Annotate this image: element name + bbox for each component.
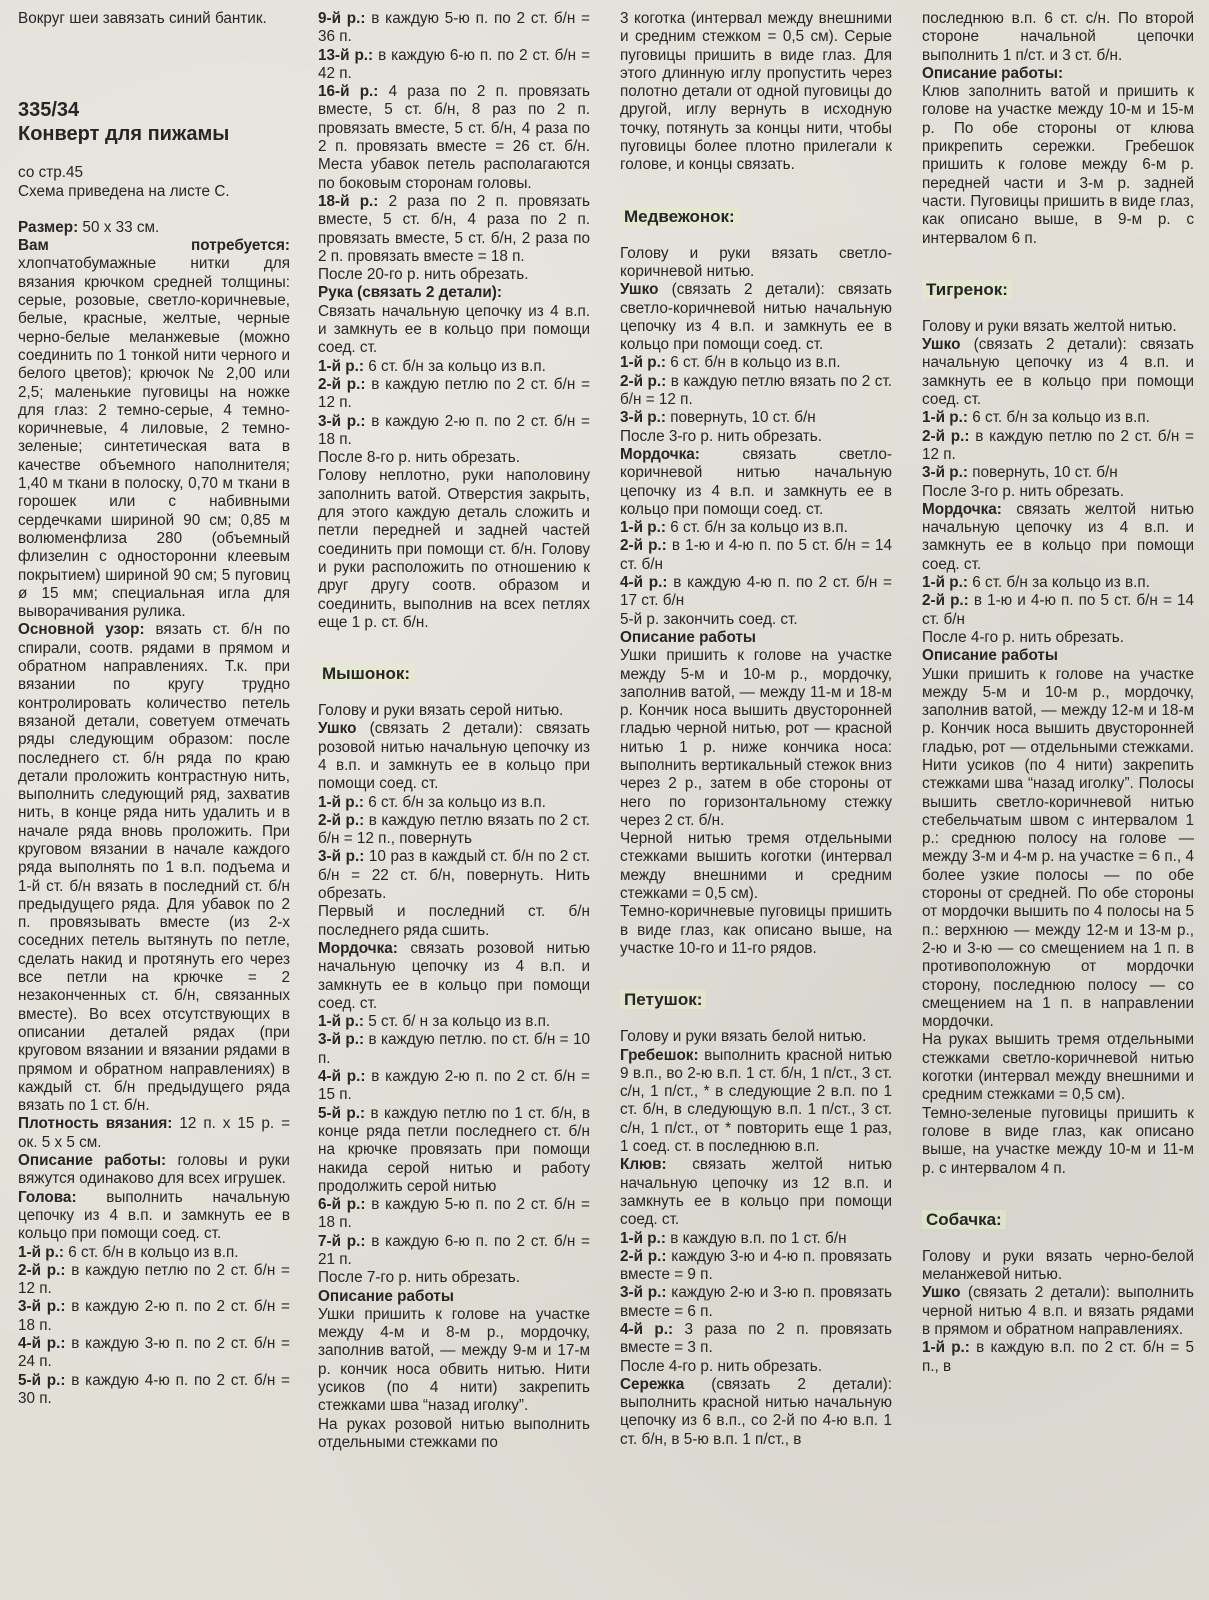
desc-label: Описание работы — [620, 628, 756, 646]
bear-muzzle-row-1 — [620, 519, 892, 537]
row-label: 13-й р.: — [318, 46, 374, 64]
arm-row-2 — [318, 376, 590, 413]
bear-desc-heading — [620, 629, 892, 647]
rooster-beak-row-1 — [620, 1230, 892, 1248]
tiger-desc-text: Ушки пришить к голове на участке между 5-м и 10-м р., мордочку, заполнив ватой, — между 12-м и 18-м р. Кончик носа вышить двусторонней гладью, рот — отдельными стежками. Нити усиков (по 4 нити) закрепить стежками шва “назад иголку”. Полосы вышить светло-коричневой нитью стебельчатым швом с интервалом 1 р.: среднюю полосу на голове — между 3-м и 4-м р. на участке = 6 п., 4 более узкие полосы — по обе стороны от средней. По обе стороны от мордочки вышить по 4 полосы на 5 п.: верхнюю — между 12-м и 13-м р., 2-ю и 3-ю — со смещением на 1 п. в противоположную от мордочки сторону, последнюю полосу — со смещением на 1 п. в направлении мордочки. — [922, 665, 1194, 1031]
row-text: в каждую 5-ю п. по 2 ст. б/н = 18 п. — [318, 1196, 590, 1232]
row-text: 6 ст. б/н за кольцо из в.п. — [665, 519, 848, 537]
row-text: в каждую 2-ю п. по 2 ст. б/н = 15 п. — [318, 1068, 590, 1104]
tiger-after-row-4: После 4-го р. нить обрезать. — [922, 628, 1125, 646]
row-label: 9-й р.: — [318, 10, 366, 27]
row-text: 6 ст. б/н за кольцо из в.п. — [967, 409, 1150, 427]
row-text: в 1-ю и 4-ю п. по 5 ст. б/н = 14 ст. б/н — [620, 537, 892, 573]
ear-label: Ушко — [922, 1284, 961, 1302]
tiger-ear — [922, 336, 1194, 409]
density-paragraph — [18, 1115, 290, 1152]
row-16 — [318, 83, 590, 193]
row-text: в каждую 2-ю п. по 2 ст. б/н = 18 п. — [318, 412, 590, 448]
rooster-after-row-4: После 4-го р. нить обрезать. — [620, 1357, 823, 1375]
row-13 — [318, 47, 590, 84]
row-text: 4 раза по 2 п. провязать вместе, 5 ст. б/н, 8 раз по 2 п. провязать вместе, 5 ст. б/н, 4 раза по 2 п. провязать вместе = 26 ст. б/н. Места убавок петель располагаются по боковым сторонам головы. — [318, 83, 590, 192]
ear-text: (связать 2 детали): связать розовой нитью начальную цепочку из 4 в.п. и замкнуть ее в кольцо при помощи соед. ст. — [318, 720, 590, 793]
ear-label: Ушко — [620, 281, 659, 299]
row-label: 3-й р.: — [922, 464, 968, 482]
row-text: 6 ст. б/н в кольцо из в.п. — [665, 354, 841, 372]
mouse-desc-text: Ушки пришить к голове на участке между 4-м и 8-м р., мордочку, заполнив ватой, — между 9-м и 17-м р. кончик носа обвить нитью. Нити усиков (по 4 нити) закрепить стежками шва “назад иголку”. — [318, 1305, 590, 1415]
row-text: в каждую петлю по 2 ст. б/н = 12 п. — [318, 375, 590, 412]
row-text: повернуть, 10 ст. б/н — [967, 464, 1118, 482]
row-label: 3-й р.: — [318, 412, 366, 430]
column-2 — [318, 10, 590, 1595]
row-label: 2-й р.: — [318, 811, 365, 829]
pattern-label: Основной узор: — [18, 621, 145, 639]
row-text: в каждую 4-ю п. по 2 ст. б/н = 30 п. — [18, 1371, 290, 1407]
dog-ear-row-1 — [922, 1339, 1194, 1376]
row-label: 2-й р.: — [318, 375, 366, 393]
dog-intro: Голову и руки вязать черно-белой меланжевой нитью. — [922, 1247, 1194, 1284]
section-title-mouse — [318, 664, 590, 684]
claws-text: 3 коготка (интервал между внешними и средним стежком = 0,5 см). Серые пуговицы пришить в виде глаз. Для этого длинную иглу пропустить через полотно детали от одной пуговицы до другой, иглу вернуть в исходную точку, потянуть за концы нити, чтобы пуговицы более плотно прилегали к голове, и концы связать. — [620, 10, 892, 174]
row-label: 3-й р.: — [620, 1284, 667, 1302]
row-label: 7-й р.: — [318, 1232, 366, 1250]
row-text: в каждую в.п. по 1 ст. б/н — [665, 1229, 847, 1247]
pattern-paragraph — [18, 621, 290, 1115]
density-text: 12 п. x 15 р. = ок. 5 x 5 см. — [18, 1115, 290, 1151]
rooster-beak — [620, 1156, 892, 1229]
rooster-comb — [620, 1047, 892, 1157]
earring-continued: последнюю в.п. 6 ст. с/н. По второй стороне начальной цепочки выполнить 1 п/ст. и 3 ст. б/н. — [922, 10, 1194, 64]
dog-ear — [922, 1284, 1194, 1339]
section-title-dog — [922, 1210, 1194, 1230]
muzzle-text: связать розовой нитью начальную цепочку из 4 в.п. и замкнуть ее в кольцо при помощи соед. ст. — [318, 939, 590, 1012]
row-label: 3-й р.: — [318, 1031, 365, 1049]
bear-muzzle-row-2 — [620, 537, 892, 574]
row-label: 2-й р.: — [922, 592, 969, 610]
work-text: головы и руки вяжутся одинаково для всех игрушек. — [18, 1152, 290, 1188]
row-text: в каждую петлю вязать по 2 ст. б/н = 12 п. — [620, 372, 892, 409]
comb-label: Гребешок: — [620, 1046, 699, 1064]
row-5 — [18, 1372, 290, 1409]
work-label: Описание работы: — [18, 1152, 167, 1170]
row-label: 3-й р.: — [620, 409, 666, 427]
arm-heading — [318, 284, 590, 302]
muzzle-label: Мордочка: — [620, 445, 700, 463]
head-text: выполнить начальную цепочку из 4 в.п. и замкнуть ее в кольцо при помощи соед. ст. — [18, 1188, 290, 1243]
rooster-beak-row-3 — [620, 1284, 892, 1321]
assembly-text: Голову неплотно, руки наполовину заполнить ватой. Отверстия закрыть, для этого каждую деталь сложить и петли передней и задней частей соединить при помощи ст. б/н. Голову и руки расположить по отношению к друг другу соотв. образом и соединить, выполнив на всех петлях еще 1 р. ст. б/н. — [318, 467, 590, 631]
row-label: 16-й р.: — [318, 83, 379, 101]
head-paragraph — [18, 1189, 290, 1244]
bear-ear-row-3 — [620, 409, 892, 427]
density-label: Плотность вязания: — [18, 1115, 173, 1133]
row-label: 1-й р.: — [922, 574, 968, 592]
row-label: 3-й р.: — [18, 1298, 66, 1316]
mouse-intro: Голову и руки вязать серой нитью. — [318, 702, 564, 720]
bear-intro: Голову и руки вязать светло-коричневой нитью. — [620, 244, 892, 280]
after-row-8: После 8-го р. нить обрезать. — [318, 449, 521, 467]
pattern-number: 335/34 — [18, 99, 80, 122]
row-text: в каждую 2-ю п. по 2 ст. б/н = 18 п. — [18, 1298, 290, 1334]
source-ref: со стр.45 — [18, 164, 84, 182]
bear-claws-text: Черной нитью тремя отдельными стежками вышить коготки (интервал между внешними и средним стежками = 0,5 см). — [620, 830, 892, 903]
bear-ear — [620, 281, 892, 354]
muzzle-label: Мордочка: — [318, 939, 398, 957]
rooster-desc-heading — [922, 65, 1194, 83]
mouse-ear-row-1 — [318, 794, 590, 812]
mouse-ear — [318, 720, 590, 793]
row-label: 2-й р.: — [620, 372, 667, 390]
tiger-after-row-3: После 3-го р. нить обрезать. — [922, 482, 1125, 500]
row-text: в каждую петлю вязать по 2 ст. б/н = 12 п., повернуть — [318, 811, 590, 848]
ear-text: (связать 2 детали): выполнить черной нитью 4 в.п. и вязать рядами в прямом и обратном направлениях. — [922, 1284, 1194, 1338]
tiger-ear-row-1 — [922, 409, 1194, 427]
row-18 — [318, 193, 590, 266]
row-4 — [18, 1335, 290, 1372]
row-text: в каждую 5-ю п. по 2 ст. б/н = 36 п. — [318, 10, 590, 46]
section-title-rooster — [620, 990, 892, 1010]
mouse-after-row-7: После 7-го р. нить обрезать. — [318, 1269, 521, 1287]
row-label: 2-й р.: — [620, 1247, 667, 1265]
bear-ear-row-2 — [620, 373, 892, 410]
row-text: 6 ст. б/н за кольцо из в.п. — [363, 357, 546, 375]
row-text: 5 ст. б/ н за кольцо из в.п. — [363, 1013, 551, 1031]
bear-muzzle — [620, 446, 892, 519]
intro-text: Вокруг шеи завязать синий бантик. — [18, 10, 267, 27]
pattern-text: вязать ст. б/н по спирали, соотв. рядами в прямом и обратном направлениях. Т.к. при вязании по кругу трудно контролировать количество петель вязаной детали, советуем отмечать ряды следующим образом: после последнего ст. б/н ряда по краю детали проложить контрастную нить, выполнить следующий ряд, захватив нить, в конце ряда нить удалить и в начале ряда вновь проложить. При круговом вязании в начале каждого ряда выполнять по 1 в.п. подъема и 1-й ст. б/н вязать в последний ст. б/н предыдущего ряда. Для убавок по 2 п. провязывать вместе (из 2-х соседних петель вытянуть по петле, сделать накид и протянуть его через все петли на крючке = 2 незаконченных ст. б/н, связанных вместе). Во всех отсутствующих в описании деталей рядах (при круговом вязании и вязании рядами в прямом и обратном направлениях) в каждый ст. б/н предыдущего ряда вязать по 1 ст. б/н. — [18, 621, 290, 1115]
tiger-muzzle-row-1 — [922, 574, 1194, 592]
bear-desc-text: Ушки пришить к голове на участке между 5-м и 10-м р., мордочку, заполнив ватой, — между 11-м и 18-м р. Кончик носа вышить двусторонней гладью черной нитью, рот — красной нитью 1 р. ниже кончика носа: выполнить вертикальный стежок вниз через 2 р., затем в обе стороны от него по горизонтальному стежку через 2 ст. б/н. — [620, 647, 892, 829]
mouse-ear-join: Первый и последний ст. б/н последнего ряда сшить. — [318, 903, 590, 939]
tiger-ear-row-2 — [922, 428, 1194, 465]
bear-muzzle-row-4 — [620, 574, 892, 611]
row-label: 1-й р.: — [922, 1339, 970, 1357]
mouse-hands-text: На руках розовой нитью выполнить отдельными стежками по — [318, 1415, 590, 1451]
ear-label: Ушко — [318, 720, 357, 738]
head-label: Голова: — [18, 1188, 77, 1206]
row-label: 2-й р.: — [18, 1261, 66, 1279]
rooster-intro: Голову и руки вязать белой нитью. — [620, 1028, 867, 1046]
row-label: 4-й р.: — [18, 1335, 66, 1352]
row-text: в каждую 6-ю п. по 2 ст. б/н = 21 п. — [318, 1232, 590, 1268]
mouse-ear-row-2 — [318, 812, 590, 849]
bear-muzzle-row-5: 5-й р. закончить соед. ст. — [620, 610, 798, 628]
tiger-hands-text: На руках вышить тремя отдельными стежками светло-коричневой нитью коготки (интервал между внешними и средним стежками = 0,5 см). — [922, 1031, 1194, 1104]
rooster-beak-row-4 — [620, 1321, 892, 1358]
mouse-muzzle — [318, 940, 590, 1013]
ear-text: (связать 2 детали): связать светло-коричневой нитью начальную цепочку из 4 в.п. и замкнуть ее в кольцо при помощи соед. ст. — [620, 281, 892, 354]
section-title-tiger — [922, 280, 1194, 300]
rooster-beak-row-2 — [620, 1248, 892, 1285]
arm-row-3 — [318, 413, 590, 450]
row-label: 2-й р.: — [620, 537, 667, 555]
mouse-ear-row-3 — [318, 848, 590, 903]
materials-text: хлопчатобумажные нитки для вязания крючком средней толщины: серые, розовые, светло-коричневые, белые, красные, желтые, черные черно-белые меланжевые (можно соединить по 1 тонкой нити черного и белого цветов); крючок № 2,00 или 2,5; маленькие пуговицы на ножке для глаз: 2 темно-серые, 4 темно-коричневые, 4 лиловые, 2 темно-зеленые; синтетическая вата в качестве объемного наполнителя; 1,40 м ткани в полоску, 0,70 м ткани в горошек или с набивными сердечками шириной 90 см; 0,85 м волюменфлиза 280 (объемный флизелин с односторонни клеевым покрытием) шириной 90 см; 5 пуговиц ø 15 мм; специальная игла для выворачивания рулика. — [18, 255, 290, 621]
desc-label: Описание работы — [922, 647, 1058, 665]
row-text: каждую 2-ю и 3-ю п. провязать вместе = 6 п. — [620, 1284, 892, 1320]
earring-text: (связать 2 детали): выполнить красной нитью начальную цепочку из 6 в.п., со 2-й по 4-ю в.п. 1 ст. б/н, в 5-ю в.п. 1 п/ст., в — [620, 1375, 892, 1448]
row-label: 4-й р.: — [318, 1068, 366, 1086]
row-text: 6 ст. б/н в кольцо из в.п. — [63, 1243, 239, 1261]
row-label: 6-й р.: — [318, 1196, 366, 1214]
row-text: в каждую 4-ю п. по 2 ст. б/н = 17 ст. б/н — [620, 574, 892, 610]
comb-text: выполнить красной нитью 9 в.п., во 2-ю в.п. 1 ст. б/н, 1 п/ст., 3 ст. с/н, 1 п/ст., * в следующие 2 в.п. по 1 ст. б/н, в следующую в.п. 1 п/ст., 3 ст. с/н, 1 п/ст., от * повторить еще 1 раз, 1 соед. ст. в последнюю в.п. — [620, 1046, 892, 1156]
row-label: 1-й р.: — [620, 519, 666, 537]
ear-label: Ушко — [922, 336, 961, 354]
row-text: 6 ст. б/н за кольцо из в.п. — [363, 793, 546, 811]
section-title-bear — [620, 207, 892, 227]
section-title-text: Медвежонок: — [620, 207, 739, 226]
row-label: 1-й р.: — [318, 1013, 364, 1031]
row-9 — [318, 10, 590, 47]
work-paragraph — [18, 1152, 290, 1189]
row-label: 1-й р.: — [620, 1229, 666, 1247]
row-label: 1-й р.: — [318, 793, 364, 811]
row-label: 5-й р.: — [318, 1104, 366, 1122]
bear-after-row-3: После 3-го р. нить обрезать. — [620, 427, 823, 445]
row-text: в каждую 6-ю п. по 2 ст. б/н = 42 п. — [318, 46, 590, 82]
row-text: в каждую петлю по 2 ст. б/н = 12 п. — [922, 427, 1194, 463]
row-label: 1-й р.: — [18, 1243, 64, 1261]
scheme-ref: Схема приведена на листе С. — [18, 182, 230, 200]
desc-label: Описание работы: — [922, 64, 1064, 82]
tiger-buttons-text: Темно-зеленые пуговицы пришить к голове в виде глаз, как описано выше, на участке между 10-м и 11-м р. с интервалом 4 п. — [922, 1104, 1194, 1177]
size-text: 50 x 33 см. — [78, 218, 160, 236]
row-text: повернуть, 10 ст. б/н — [665, 409, 816, 427]
row-text: 2 раза по 2 п. провязать вместе, 5 ст. б/н, 4 раза по 2 п. провязать вместе, 5 ст. б/н, 2 раза по 2 п. провязать вместе = 18 п. — [318, 192, 590, 265]
mouse-muzzle-row-1 — [318, 1013, 590, 1031]
row-label: 5-й р.: — [18, 1371, 66, 1389]
beak-text: связать желтой нитью начальную цепочку из 12 в.п. и замкнуть ее в кольцо при помощи соед. ст. — [620, 1156, 892, 1229]
row-text: в каждую петлю по 1 ст. б/н, в конце ряда петли последнего ст. б/н на крючке провязать при помощи накида серой нитью и работу продолжить серой нитью — [318, 1104, 590, 1195]
mouse-muzzle-row-3 — [318, 1031, 590, 1068]
column-4 — [922, 10, 1194, 1595]
row-label: 1-й р.: — [318, 357, 364, 375]
size-label: Размер: — [18, 218, 79, 236]
row-1 — [18, 1244, 290, 1262]
rooster-desc-text: Клюв заполнить ватой и пришить к голове на участке между 10-м и 15-м р. По обе стороны от клюва прикрепить сережки. Гребешок пришить к голове между 6-м р. передней части и 3-м р. задней части. Пуговицы пришить в виде глаз, как описано выше, в 9-м р. с интервалом 6 п. — [922, 83, 1194, 247]
row-text: в каждую в.п. по 2 ст. б/н = 5 п., в — [922, 1339, 1194, 1375]
mouse-muzzle-row-7 — [318, 1233, 590, 1270]
row-text: в 1-ю и 4-ю п. по 5 ст. б/н = 14 ст. б/н — [922, 592, 1194, 628]
after-row-20: После 20-го р. нить обрезать. — [318, 266, 529, 284]
row-label: 2-й р.: — [922, 427, 970, 445]
tiger-intro: Голову и руки вязать желтой нитью. — [922, 317, 1177, 335]
section-title-text: Петушок: — [620, 990, 706, 1009]
row-text: в каждую 3-ю п. по 2 ст. б/н = 24 п. — [18, 1335, 290, 1371]
arm-row-1 — [318, 358, 590, 376]
size-paragraph — [18, 219, 290, 237]
row-text: в каждую петлю по 2 ст. б/н = 12 п. — [18, 1261, 290, 1298]
row-text: 10 раз в каждый ст. б/н по 2 ст. б/н = 22 ст. б/н, повернуть. Нить обрезать. — [318, 848, 590, 903]
row-text: каждую 3-ю и 4-ю п. провязать вместе = 9 п. — [620, 1247, 892, 1284]
muzzle-label: Мордочка: — [922, 500, 1002, 518]
materials-label: Вам потребуется: — [18, 237, 290, 255]
rooster-earring — [620, 1376, 892, 1449]
bear-ear-row-1 — [620, 354, 892, 372]
row-label: 1-й р.: — [620, 354, 666, 372]
mouse-muzzle-row-5 — [318, 1105, 590, 1196]
row-label: 4-й р.: — [620, 574, 668, 592]
arm-label: Рука (связать 2 детали): — [318, 284, 502, 302]
mouse-desc-heading — [318, 1288, 590, 1306]
earring-label: Сережка — [620, 1375, 685, 1393]
muzzle-text: связать светло-коричневой нитью начальную цепочку из 4 в.п. и замкнуть ее в кольцо при помощи соед. ст. — [620, 445, 892, 518]
mouse-muzzle-row-6 — [318, 1196, 590, 1233]
mouse-muzzle-row-4 — [318, 1068, 590, 1105]
section-title-text: Собачка: — [922, 1210, 1006, 1229]
row-2 — [18, 1262, 290, 1299]
row-label: 18-й р.: — [318, 192, 379, 210]
pattern-title: Конверт для пижамы — [18, 123, 230, 146]
arm-text: Связать начальную цепочку из 4 в.п. и замкнуть ее в кольцо при помощи соед. ст. — [318, 302, 590, 357]
bear-buttons-text: Темно-коричневые пуговицы пришить в виде глаз, как описано выше, на участке 10-го и 11-го рядов. — [620, 903, 892, 957]
column-1 — [18, 10, 290, 1595]
desc-label: Описание работы — [318, 1287, 454, 1305]
row-label: 1-й р.: — [922, 409, 968, 427]
section-title-text: Тигренок: — [922, 280, 1012, 299]
column-3 — [620, 10, 892, 1595]
ear-text: (связать 2 детали): связать начальную цепочку из 4 в.п. и замкнуть ее в кольцо при помощи соед. ст. — [922, 336, 1194, 409]
tiger-muzzle — [922, 501, 1194, 574]
row-text: 6 ст. б/н за кольцо из в.п. — [967, 574, 1150, 592]
row-text: 3 раза по 2 п. провязать вместе = 3 п. — [620, 1321, 892, 1357]
row-label: 3-й р.: — [318, 848, 365, 866]
row-text: в каждую петлю. по ст. б/н = 10 п. — [318, 1031, 590, 1067]
section-title-text: Мышонок: — [318, 664, 414, 683]
tiger-muzzle-row-2 — [922, 592, 1194, 629]
beak-label: Клюв: — [620, 1156, 667, 1174]
tiger-desc-heading — [922, 647, 1194, 665]
tiger-ear-row-3 — [922, 464, 1194, 482]
muzzle-text: связать желтой нитью начальную цепочку из 4 в.п. и замкнуть ее в кольцо при помощи соед. ст. — [922, 500, 1194, 573]
materials-paragraph — [18, 237, 290, 621]
row-3 — [18, 1298, 290, 1335]
row-label: 4-й р.: — [620, 1321, 674, 1338]
